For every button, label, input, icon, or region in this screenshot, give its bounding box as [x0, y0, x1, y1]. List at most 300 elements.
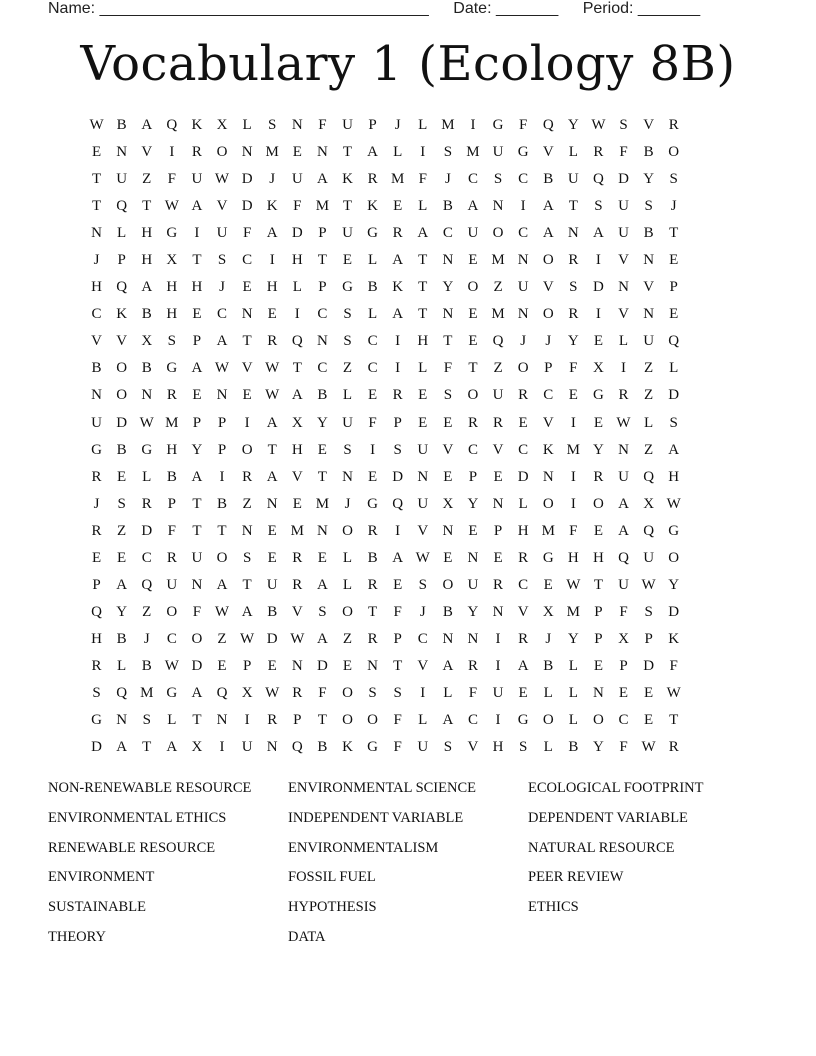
grid-letter[interactable]: W [265, 387, 280, 404]
grid-letter[interactable]: D [593, 279, 604, 296]
grid-letter[interactable]: N [517, 252, 529, 269]
grid-letter[interactable]: K [542, 441, 554, 458]
grid-letter[interactable]: N [266, 495, 278, 512]
grid-letter[interactable]: L [393, 144, 403, 161]
grid-letter[interactable]: D [116, 414, 128, 431]
grid-letter[interactable]: F [192, 603, 202, 620]
grid-letter[interactable]: H [417, 333, 429, 350]
grid-letter[interactable]: D [643, 657, 655, 674]
grid-letter[interactable]: U [116, 171, 128, 188]
grid-letter[interactable]: U [492, 144, 504, 161]
grid-letter[interactable]: E [292, 144, 302, 161]
grid-letter[interactable]: V [141, 144, 153, 161]
grid-letter[interactable]: T [142, 198, 152, 215]
grid-letter[interactable]: P [192, 414, 202, 431]
grid-letter[interactable]: G [492, 117, 504, 133]
grid-letter[interactable]: B [543, 657, 554, 674]
grid-letter[interactable]: J [269, 171, 276, 188]
grid-letter[interactable]: Y [467, 603, 479, 620]
grid-letter[interactable]: X [291, 414, 303, 431]
grid-letter[interactable]: W [641, 576, 656, 593]
grid-letter[interactable]: W [666, 495, 681, 512]
grid-letter[interactable]: P [594, 630, 603, 647]
grid-letter[interactable]: R [292, 684, 303, 701]
grid-letter[interactable]: L [167, 712, 177, 729]
grid-letter[interactable]: R [242, 468, 253, 485]
grid-letter[interactable]: Q [166, 117, 178, 133]
grid-letter[interactable]: B [267, 603, 278, 620]
grid-letter[interactable]: T [292, 360, 302, 377]
grid-letter[interactable]: L [418, 117, 428, 133]
grid-letter[interactable]: N [492, 198, 504, 215]
grid-letter[interactable]: U [618, 576, 629, 593]
grid-letter[interactable]: P [217, 414, 227, 431]
grid-letter[interactable]: R [292, 549, 303, 566]
grid-letter[interactable]: T [267, 441, 277, 458]
grid-letter[interactable]: F [619, 144, 628, 161]
grid-letter[interactable]: E [468, 333, 478, 350]
grid-letter[interactable]: B [217, 495, 228, 512]
grid-letter[interactable]: L [418, 198, 428, 215]
grid-letter[interactable]: L [543, 739, 553, 756]
grid-letter[interactable]: R [292, 576, 303, 593]
grid-letter[interactable]: N [442, 630, 454, 647]
grid-letter[interactable]: T [367, 603, 378, 620]
grid-letter[interactable]: Y [668, 576, 680, 593]
grid-letter[interactable]: V [417, 657, 429, 674]
grid-letter[interactable]: M [315, 495, 330, 512]
grid-letter[interactable]: D [392, 468, 404, 485]
grid-letter[interactable]: E [117, 468, 127, 485]
grid-letter[interactable]: W [214, 171, 230, 188]
grid-letter[interactable]: L [418, 360, 428, 377]
grid-letter[interactable]: S [644, 198, 653, 215]
grid-letter[interactable]: J [93, 252, 100, 269]
grid-letter[interactable]: R [392, 225, 403, 242]
grid-letter[interactable]: L [443, 684, 453, 701]
grid-letter[interactable]: A [266, 414, 278, 431]
grid-letter[interactable]: D [91, 739, 102, 756]
grid-letter[interactable]: E [117, 549, 127, 566]
grid-letter[interactable]: C [467, 712, 478, 729]
grid-letter[interactable]: F [393, 603, 402, 620]
grid-letter[interactable]: Q [291, 739, 303, 756]
grid-letter[interactable]: H [191, 279, 203, 296]
grid-letter[interactable]: M [315, 198, 330, 215]
grid-letter[interactable]: O [367, 712, 378, 729]
grid-letter[interactable]: R [518, 387, 529, 404]
grid-letter[interactable]: R [91, 468, 102, 485]
grid-letter[interactable]: S [418, 576, 427, 593]
grid-letter[interactable]: E [468, 306, 478, 323]
grid-letter[interactable]: O [216, 144, 228, 161]
grid-letter[interactable]: T [317, 252, 327, 269]
grid-letter[interactable]: H [291, 252, 303, 269]
grid-letter[interactable]: C [442, 225, 453, 242]
grid-letter[interactable]: H [593, 549, 604, 566]
grid-letter[interactable]: C [618, 712, 629, 729]
grid-letter[interactable]: P [318, 279, 327, 296]
grid-letter[interactable]: T [142, 739, 152, 756]
grid-letter[interactable]: L [342, 576, 353, 593]
grid-letter[interactable]: J [545, 630, 552, 647]
grid-letter[interactable]: U [417, 739, 429, 756]
grid-letter[interactable]: O [467, 387, 479, 404]
grid-letter[interactable]: F [669, 657, 678, 674]
grid-letter[interactable]: A [542, 198, 554, 215]
grid-letter[interactable]: M [441, 117, 455, 133]
grid-letter[interactable]: E [644, 712, 654, 729]
grid-letter[interactable]: S [443, 739, 453, 756]
grid-letter[interactable]: U [342, 414, 353, 431]
grid-letter[interactable]: F [619, 739, 628, 756]
grid-letter[interactable]: Z [493, 279, 503, 296]
grid-letter[interactable]: G [166, 360, 178, 377]
grid-letter[interactable]: E [593, 414, 603, 431]
grid-letter[interactable]: N [316, 144, 328, 161]
grid-letter[interactable]: R [467, 657, 478, 674]
grid-letter[interactable]: F [167, 522, 176, 539]
grid-letter[interactable]: S [393, 441, 402, 458]
grid-letter[interactable]: J [219, 279, 225, 296]
grid-letter[interactable]: R [518, 549, 529, 566]
grid-letter[interactable]: A [392, 549, 404, 566]
grid-letter[interactable]: R [493, 576, 504, 593]
grid-letter[interactable]: E [443, 549, 453, 566]
grid-letter[interactable]: N [241, 144, 253, 161]
grid-letter[interactable]: N [442, 522, 454, 539]
grid-letter[interactable]: E [393, 198, 403, 215]
grid-letter[interactable]: V [643, 117, 655, 133]
grid-letter[interactable]: S [493, 171, 503, 188]
grid-letter[interactable]: L [367, 252, 378, 269]
grid-letter[interactable]: B [116, 117, 127, 133]
grid-letter[interactable]: A [116, 739, 128, 756]
grid-letter[interactable]: N [316, 522, 328, 539]
grid-letter[interactable]: P [393, 414, 402, 431]
grid-letter[interactable]: L [543, 684, 553, 701]
grid-letter[interactable]: N [467, 630, 479, 647]
grid-letter[interactable]: A [241, 603, 253, 620]
grid-letter[interactable]: O [116, 360, 128, 377]
grid-letter[interactable]: E [393, 576, 403, 593]
grid-letter[interactable]: A [266, 468, 278, 485]
grid-letter[interactable]: W [265, 684, 280, 701]
grid-letter[interactable]: B [643, 225, 654, 242]
grid-letter[interactable]: L [342, 549, 353, 566]
grid-letter[interactable]: M [165, 414, 179, 431]
grid-letter[interactable]: T [669, 225, 679, 242]
grid-letter[interactable]: B [116, 441, 127, 458]
grid-letter[interactable]: E [593, 333, 603, 350]
grid-letter[interactable]: T [192, 712, 202, 729]
grid-letter[interactable]: N [367, 657, 378, 674]
grid-letter[interactable]: E [192, 306, 202, 323]
grid-letter[interactable]: C [543, 387, 554, 404]
grid-letter[interactable]: I [570, 468, 576, 485]
grid-letter[interactable]: D [618, 171, 629, 188]
grid-letter[interactable]: M [491, 306, 505, 323]
grid-letter[interactable]: T [91, 198, 102, 215]
grid-letter[interactable]: E [468, 252, 478, 269]
grid-letter[interactable]: K [266, 198, 278, 215]
grid-letter[interactable]: E [267, 549, 277, 566]
grid-letter[interactable]: N [542, 468, 554, 485]
grid-letter[interactable]: N [291, 117, 303, 133]
grid-letter[interactable]: C [166, 630, 177, 647]
grid-letter[interactable]: O [593, 712, 604, 729]
grid-letter[interactable]: H [141, 225, 153, 242]
grid-letter[interactable]: H [166, 279, 178, 296]
grid-letter[interactable]: Z [493, 360, 503, 377]
grid-letter[interactable]: M [466, 144, 480, 161]
grid-letter[interactable]: U [643, 333, 655, 350]
grid-letter[interactable]: Q [116, 198, 128, 215]
grid-letter[interactable]: B [141, 360, 152, 377]
grid-letter[interactable]: T [568, 198, 578, 215]
grid-letter[interactable]: J [670, 198, 677, 215]
grid-letter[interactable]: N [116, 712, 128, 729]
grid-letter[interactable]: V [442, 441, 454, 458]
grid-letter[interactable]: U [618, 225, 629, 242]
grid-letter[interactable]: W [265, 360, 280, 377]
grid-letter[interactable]: N [492, 603, 504, 620]
grid-letter[interactable]: I [219, 739, 225, 756]
grid-letter[interactable]: Y [593, 739, 604, 756]
grid-letter[interactable]: J [520, 333, 527, 350]
grid-letter[interactable]: N [342, 468, 353, 485]
grid-letter[interactable]: U [567, 171, 579, 188]
grid-letter[interactable]: R [668, 117, 679, 133]
grid-letter[interactable]: C [417, 630, 428, 647]
grid-letter[interactable]: T [468, 360, 478, 377]
grid-letter[interactable]: G [91, 712, 102, 729]
grid-letter[interactable]: E [267, 657, 277, 674]
grid-letter[interactable]: U [291, 171, 303, 188]
grid-letter[interactable]: R [367, 576, 378, 593]
grid-letter[interactable]: H [166, 306, 178, 323]
grid-letter[interactable]: G [367, 495, 378, 512]
grid-letter[interactable]: N [442, 252, 454, 269]
grid-letter[interactable]: T [443, 333, 453, 350]
grid-letter[interactable]: D [668, 603, 680, 620]
grid-letter[interactable]: O [593, 495, 604, 512]
grid-letter[interactable]: V [116, 333, 128, 350]
grid-letter[interactable]: I [420, 144, 426, 161]
grid-letter[interactable]: E [192, 387, 202, 404]
grid-letter[interactable]: E [267, 522, 277, 539]
grid-letter[interactable]: H [492, 739, 504, 756]
grid-letter[interactable]: R [518, 630, 529, 647]
grid-letter[interactable]: K [116, 306, 128, 323]
grid-letter[interactable]: I [520, 198, 526, 215]
grid-letter[interactable]: W [214, 360, 230, 377]
grid-letter[interactable]: C [518, 576, 529, 593]
grid-letter[interactable]: X [191, 739, 203, 756]
grid-letter[interactable]: A [593, 225, 604, 242]
grid-letter[interactable]: R [593, 144, 604, 161]
grid-letter[interactable]: A [618, 522, 629, 539]
grid-letter[interactable]: S [443, 144, 453, 161]
grid-letter[interactable]: R [467, 414, 478, 431]
grid-letter[interactable]: H [266, 279, 278, 296]
grid-letter[interactable]: R [267, 333, 278, 350]
grid-letter[interactable]: Z [142, 603, 152, 620]
grid-letter[interactable]: O [342, 712, 353, 729]
grid-letter[interactable]: N [91, 387, 102, 404]
grid-letter[interactable]: E [418, 387, 428, 404]
grid-letter[interactable]: X [643, 495, 655, 512]
grid-letter[interactable]: Q [668, 333, 680, 350]
grid-letter[interactable]: S [569, 279, 578, 296]
grid-letter[interactable]: C [518, 225, 529, 242]
grid-letter[interactable]: F [242, 225, 252, 242]
grid-letter[interactable]: T [342, 144, 353, 161]
grid-letter[interactable]: T [393, 657, 403, 674]
grid-letter[interactable]: N [216, 712, 228, 729]
grid-letter[interactable]: H [91, 630, 102, 647]
grid-letter[interactable]: F [518, 117, 528, 133]
grid-letter[interactable]: A [116, 576, 128, 593]
grid-letter[interactable]: V [542, 279, 554, 296]
grid-letter[interactable]: N [266, 739, 278, 756]
grid-letter[interactable]: S [669, 414, 678, 431]
grid-letter[interactable]: P [192, 333, 202, 350]
grid-letter[interactable]: E [468, 522, 478, 539]
grid-letter[interactable]: E [493, 468, 503, 485]
grid-letter[interactable]: A [442, 657, 454, 674]
grid-letter[interactable]: O [241, 441, 253, 458]
grid-letter[interactable]: C [467, 441, 478, 458]
grid-letter[interactable]: P [242, 657, 252, 674]
grid-letter[interactable]: B [367, 549, 378, 566]
grid-letter[interactable]: W [240, 630, 255, 647]
grid-letter[interactable]: A [442, 712, 454, 729]
grid-letter[interactable]: G [517, 712, 529, 729]
grid-letter[interactable]: C [217, 306, 228, 323]
grid-letter[interactable]: A [191, 198, 203, 215]
grid-letter[interactable]: I [495, 657, 501, 674]
grid-letter[interactable]: U [266, 576, 278, 593]
grid-letter[interactable]: D [191, 657, 203, 674]
grid-letter[interactable]: T [317, 468, 327, 485]
grid-letter[interactable]: Y [593, 441, 604, 458]
grid-letter[interactable]: V [618, 306, 629, 323]
grid-letter[interactable]: N [116, 144, 128, 161]
grid-letter[interactable]: O [542, 252, 554, 269]
grid-letter[interactable]: Q [141, 576, 153, 593]
grid-letter[interactable]: D [316, 657, 328, 674]
grid-letter[interactable]: Z [342, 360, 353, 377]
grid-letter[interactable]: K [367, 198, 378, 215]
grid-letter[interactable]: D [141, 522, 153, 539]
grid-letter[interactable]: B [442, 198, 453, 215]
grid-letter[interactable]: T [342, 198, 353, 215]
grid-letter[interactable]: A [166, 739, 178, 756]
grid-letter[interactable]: E [242, 387, 252, 404]
grid-letter[interactable]: T [418, 306, 428, 323]
grid-letter[interactable]: C [141, 549, 152, 566]
grid-letter[interactable]: S [343, 306, 352, 323]
grid-letter[interactable]: S [167, 333, 176, 350]
grid-letter[interactable]: Q [618, 549, 629, 566]
grid-letter[interactable]: Y [116, 603, 128, 620]
grid-letter[interactable]: S [142, 712, 151, 729]
grid-letter[interactable]: A [367, 144, 378, 161]
grid-letter[interactable]: N [618, 441, 629, 458]
grid-letter[interactable]: P [167, 495, 176, 512]
grid-letter[interactable]: F [619, 603, 628, 620]
name-blank[interactable]: _____________________________________ [99, 0, 429, 17]
grid-letter[interactable]: M [541, 522, 555, 539]
grid-letter[interactable]: B [543, 171, 554, 188]
grid-letter[interactable]: Y [567, 630, 579, 647]
grid-letter[interactable]: A [517, 657, 529, 674]
grid-letter[interactable]: P [619, 657, 628, 674]
grid-letter[interactable]: O [342, 684, 353, 701]
grid-letter[interactable]: T [192, 522, 202, 539]
grid-letter[interactable]: U [417, 441, 429, 458]
grid-letter[interactable]: T [192, 252, 202, 269]
grid-letter[interactable]: K [668, 630, 680, 647]
grid-letter[interactable]: F [293, 198, 302, 215]
grid-letter[interactable]: G [542, 549, 554, 566]
grid-letter[interactable]: I [570, 495, 576, 512]
grid-letter[interactable]: A [191, 468, 203, 485]
grid-letter[interactable]: U [643, 549, 655, 566]
grid-letter[interactable]: E [493, 549, 503, 566]
grid-letter[interactable]: C [91, 306, 102, 323]
grid-letter[interactable]: H [567, 549, 579, 566]
grid-letter[interactable]: U [618, 468, 629, 485]
grid-letter[interactable]: L [518, 495, 528, 512]
grid-letter[interactable]: T [242, 333, 252, 350]
grid-letter[interactable]: Z [117, 522, 127, 539]
grid-letter[interactable]: M [566, 603, 580, 620]
grid-letter[interactable]: E [618, 684, 629, 701]
grid-letter[interactable]: P [368, 117, 377, 133]
grid-letter[interactable]: A [417, 225, 429, 242]
grid-letter[interactable]: E [217, 657, 227, 674]
grid-letter[interactable]: A [291, 387, 303, 404]
grid-letter[interactable]: N [567, 225, 579, 242]
grid-letter[interactable]: M [140, 684, 154, 701]
grid-letter[interactable]: V [492, 441, 504, 458]
grid-letter[interactable]: I [395, 522, 401, 539]
grid-letter[interactable]: W [591, 117, 606, 133]
grid-letter[interactable]: U [467, 225, 479, 242]
grid-letter[interactable]: I [570, 414, 576, 431]
grid-letter[interactable]: P [92, 576, 101, 593]
grid-letter[interactable]: E [518, 684, 528, 701]
grid-letter[interactable]: V [467, 739, 479, 756]
grid-letter[interactable]: E [543, 576, 553, 593]
grid-letter[interactable]: D [291, 225, 303, 242]
grid-letter[interactable]: E [418, 414, 428, 431]
grid-letter[interactable]: S [669, 171, 678, 188]
grid-letter[interactable]: S [393, 684, 402, 701]
grid-letter[interactable]: T [418, 252, 428, 269]
grid-letter[interactable]: B [442, 603, 453, 620]
grid-letter[interactable]: N [91, 225, 102, 242]
grid-letter[interactable]: O [342, 522, 353, 539]
grid-letter[interactable]: O [492, 225, 504, 242]
grid-letter[interactable]: Q [643, 522, 655, 539]
grid-letter[interactable]: G [668, 522, 680, 539]
grid-letter[interactable]: E [342, 252, 353, 269]
grid-letter[interactable]: W [641, 739, 656, 756]
grid-letter[interactable]: H [166, 441, 178, 458]
